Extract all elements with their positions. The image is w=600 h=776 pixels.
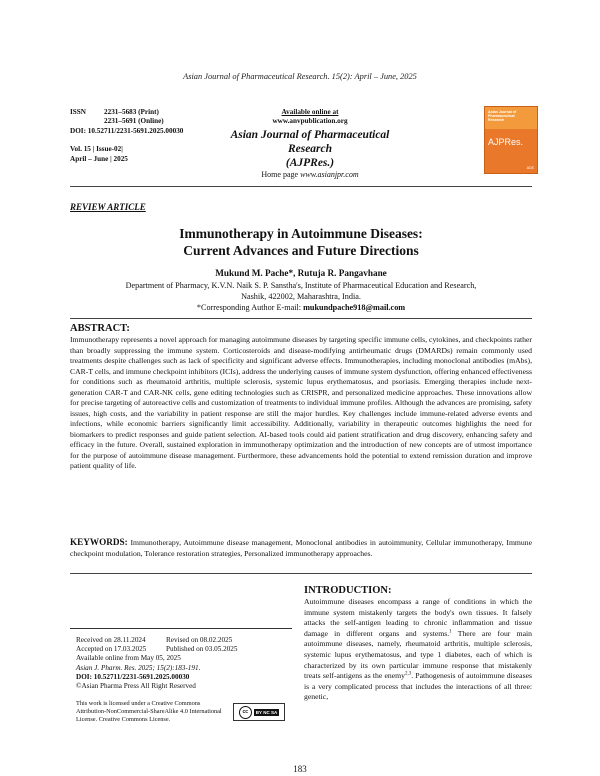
citation-superscript: 2,3 <box>404 671 412 677</box>
cc-license-badge[interactable] <box>233 703 285 721</box>
corresponding-author <box>70 303 532 312</box>
affiliation-line-2: Nashik, 422002, Maharashtra, India. <box>241 292 361 301</box>
issn-label: ISSN <box>70 108 86 116</box>
journal-name: Asian Journal of Pharmaceutical Research <box>230 129 390 155</box>
cover-title: Asian Journal of Pharmaceutical Research <box>488 110 517 122</box>
citation: Asian J. Pharm. Res. 2025; 15(2):183-191. <box>76 663 201 672</box>
cc-tags: BY NC SA <box>255 709 278 715</box>
introduction-heading: INTRODUCTION: <box>304 585 392 596</box>
corresponding-label: *Corresponding Author E-mail: <box>196 303 302 312</box>
publisher-site-link[interactable]: www.anvpublication.org <box>272 117 348 125</box>
keywords-text: Immunotherapy, Autoimmune disease management, Monoclonal antibodies in autoimmunity, Cellular immunotherapy, Immune checkpoint modulation, Tolerance restoration strategies, Personalized immunotherapy approaches. <box>70 538 533 558</box>
journal-cover-image <box>484 106 538 174</box>
article-title <box>70 225 532 259</box>
available-online-date: Available online from May 05, 2025 <box>76 654 181 663</box>
homepage-label: Home page <box>261 170 299 179</box>
affiliation <box>70 280 532 302</box>
issue-period: April – June | 2025 <box>70 154 128 163</box>
abstract-body: Immunotherapy represents a novel approach for managing autoimmune diseases by targeting specific immune cells, cytokines, and checkpoints rather than broadly suppressing the immune system. Corticosteroids and disease-modifying antirheumatic drugs (DMARDs) remain commonly used treatments despite challenges such as lack of specificity and significant adverse effects. Immunotherapies, including monoclonal antibodies (mAbs), CAR-T cells, and immune checkpoint inhibitors (ICIs), address the underlying causes of immune system dysfunction, offering enhanced effectiveness for conditions such as rheumatoid arthritis, multiple sclerosis, systemic lupus erythematosus, and psoriasis. Emerging therapies include next-generation CAR-T and CAR-NK cells, gene editing technologies such as CRISPR, and personalized medicine approaches. These innovations allow for precise targeting of autoreactive cells and customization of treatments to individual immune profiles. Although the advances are promising, safety issues, high costs, and the variability in patient response are still the major hurdles. Key challenges include immune-related adverse events and infections, while economic barriers significantly limit accessibility. Additionally, variability in therapeutic outcomes highlights the need for biomarkers to predict responses and guide patient selection. AI-based tools could aid patient stratification and drug discovery, enhancing safety and efficacy in the future. Overall, sustained exploration in immunotherapy optimization and the introduction of new concepts are of utmost importance for the purpose of autoimmune disease management. Furthermore, these advancements hold the potential to extend remission duration and improve patient quality of life. <box>70 335 532 470</box>
homepage-link[interactable]: www.asianjpr.com <box>300 170 359 179</box>
homepage-line <box>210 170 410 180</box>
available-online-label: Available online at <box>281 108 339 116</box>
footer-doi: DOI: 10.52711/2231-5691.2025.00030 <box>76 672 190 681</box>
running-head: Asian Journal of Pharmaceutical Research. 15(2): April – June, 2025 <box>183 72 417 81</box>
journal-header <box>210 108 410 180</box>
doi: DOI: 10.52711/2231-5691.2025.00030 <box>70 126 184 135</box>
title-line-2: Current Advances and Future Directions <box>183 243 419 258</box>
copyright: ©Asian Pharma Press All Right Reserved <box>76 682 196 691</box>
keywords-divider <box>70 573 532 574</box>
issn-online: 2231–5691 (Online) <box>104 117 164 126</box>
dates-divider <box>70 628 292 629</box>
title-line-1: Immunotherapy in Autoimmune Diseases: <box>179 226 423 241</box>
received-date: Received on 28.11.2024 <box>76 636 146 644</box>
journal-metadata <box>70 108 183 164</box>
cover-logo: ADE <box>526 166 534 170</box>
authors: Mukund M. Pache*, Rutuja R. Pangavhane <box>215 268 387 278</box>
cover-abbr: AJPRes. <box>488 137 524 147</box>
accepted-date: Accepted on 17.03.2025 <box>76 645 147 654</box>
published-date: Published on 03.05.2025 <box>166 645 238 654</box>
keywords-label: KEYWORDS: <box>70 537 128 547</box>
affiliation-line-1: Department of Pharmacy, K.V.N. Naik S. P. Sanstha's, Institute of Pharmaceutical Education and Research, <box>125 281 477 290</box>
abstract-heading: ABSTRACT: <box>70 323 130 334</box>
abstract-divider <box>70 318 532 319</box>
keywords <box>70 537 532 559</box>
license-text: This work is licensed under a Creative Commons Attribution-NonCommercial-ShareAlike 4.0 International License. Creative Commons License. <box>76 700 222 724</box>
citation-superscript: 1 <box>449 629 452 635</box>
article-history <box>76 636 237 691</box>
introduction-body: Autoimmune diseases encompass a range of conditions in which the immune system mistakenly targets the body's own tissues. It falsely attacks the self-antigen leading to chronic inflammation and tissue damage in different organs and systems.$^1$ There are four main autoimmune diseases, namely, rheumatoid arthritis, multiple sclerosis, systemic lupus erythematosus, and type 1 diabetes, each of which is characterized by its own particular immune response that mistakenly treats self-antigens as the enemy$^{2,3}$. Pathogenesis of autoimmune diseases is a very complicated process that includes the interactions of all three: genetic, <box>304 597 532 702</box>
page-number: 183 <box>293 764 307 774</box>
issn-print: 2231–5683 (Print) <box>104 108 159 116</box>
article-type: REVIEW ARTICLE <box>70 202 146 212</box>
revised-date: Revised on 08.02.2025 <box>166 636 233 644</box>
volume-issue: Vol. 15 | Issue-02| <box>70 145 123 154</box>
journal-abbr: (AJPRes.) <box>285 157 335 169</box>
header-divider <box>70 186 532 187</box>
cc-icon: cc <box>239 706 252 719</box>
corresponding-email[interactable]: mukundpache918@mail.com <box>303 303 406 312</box>
